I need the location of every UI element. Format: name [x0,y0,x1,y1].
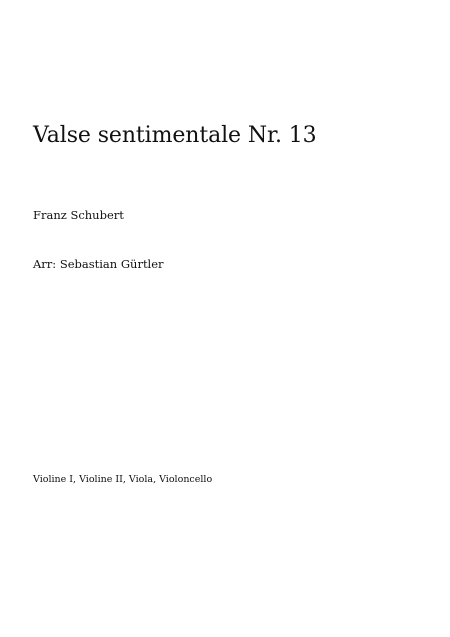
arranger-credit: Arr: Sebastian Gürtler [33,257,164,271]
piece-title: Valse sentimentale Nr. 13 [33,123,317,148]
instrumentation-list: Violine I, Violine II, Viola, Violoncello [33,474,213,485]
composer-name: Franz Schubert [33,208,124,222]
